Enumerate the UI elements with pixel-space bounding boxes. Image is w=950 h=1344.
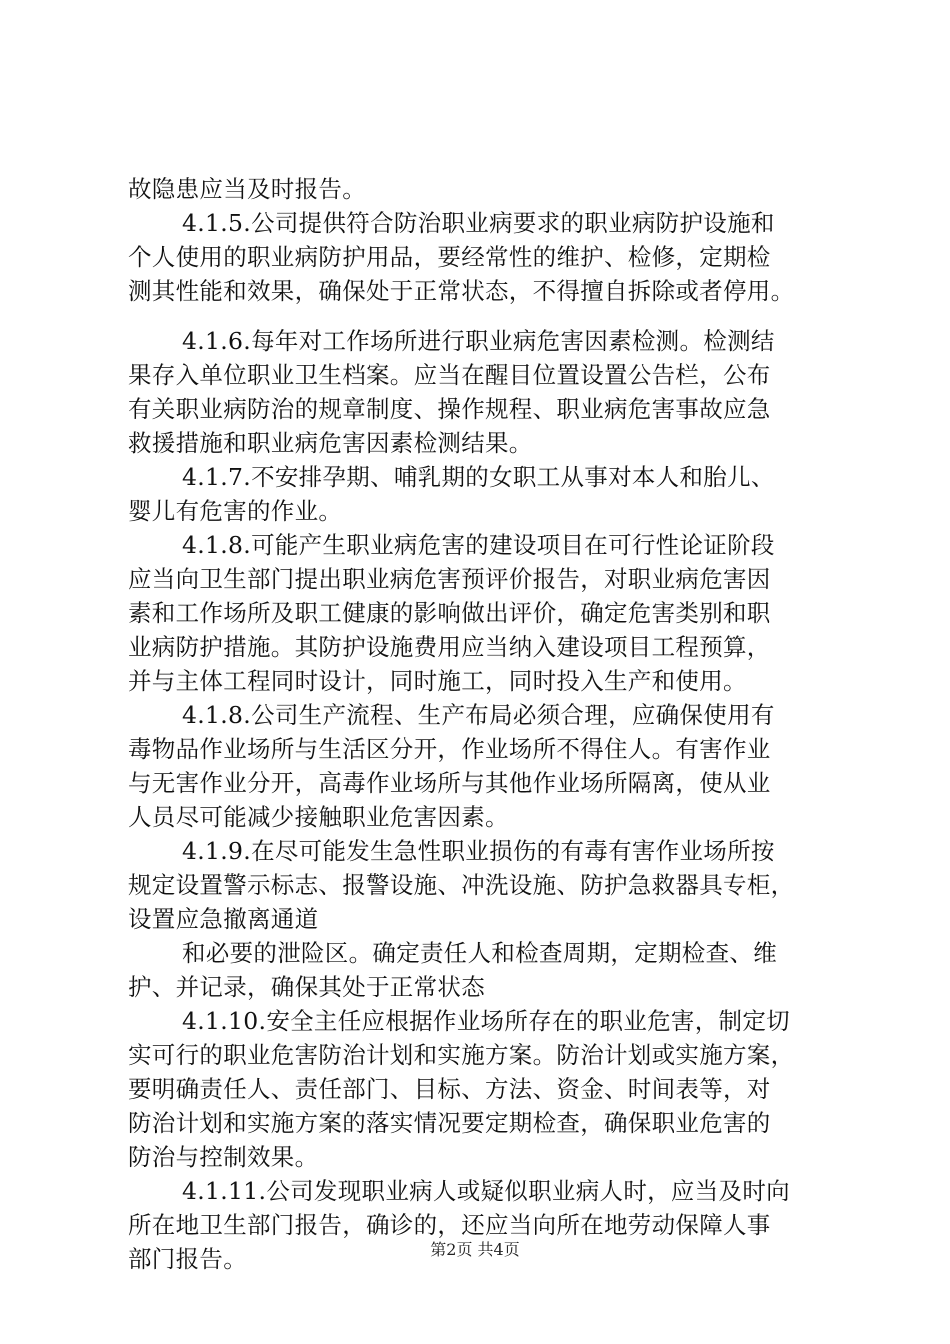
text-line: 测其性能和效果，确保处于正常状态，不得擅自拆除或者停用。: [128, 277, 795, 305]
text-line: 素和工作场所及职工健康的影响做出评价，确定危害类别和职: [128, 599, 771, 627]
text-line: 与无害作业分开，高毒作业场所与其他作业场所隔离，使从业: [128, 769, 771, 797]
text-line: 救援措施和职业病危害因素检测结果。: [128, 429, 533, 457]
text-line: 人员尽可能减少接触职业危害因素。: [128, 803, 509, 831]
text-line: 有关职业病防治的规章制度、操作规程、职业病危害事故应急: [128, 395, 771, 423]
text-line: 应当向卫生部门提出职业病危害预评价报告，对职业病危害因: [128, 565, 771, 593]
text-line: 护、并记录，确保其处于正常状态: [128, 973, 485, 1001]
text-line: 个人使用的职业病防护用品，要经常性的维护、检修，定期检: [128, 243, 771, 271]
text-line: 业病防护措施。其防护设施费用应当纳入建设项目工程预算，: [128, 633, 771, 661]
text-line: 4.1.9.在尽可能发生急性职业损伤的有毒有害作业场所按: [182, 837, 775, 865]
text-line: 4.1.7.不安排孕期、哺乳期的女职工从事对本人和胎儿、: [182, 463, 775, 491]
text-line: 和必要的泄险区。确定责任人和检查周期，定期检查、维: [182, 939, 777, 967]
text-line: 果存入单位职业卫生档案。应当在醒目位置设置公告栏，公布: [128, 361, 771, 389]
document-body: [128, 172, 848, 1276]
text-line: 防治与控制效果。: [128, 1143, 319, 1171]
text-line: 实可行的职业危害防治计划和实施方案。防治计划或实施方案，: [128, 1041, 795, 1069]
text-line: 所在地卫生部门报告，确诊的，还应当向所在地劳动保障人事: [128, 1211, 771, 1239]
text-line: 婴儿有危害的作业。: [128, 497, 343, 525]
text-line: 要明确责任人、责任部门、目标、方法、资金、时间表等，对: [128, 1075, 771, 1103]
text-line: 部门报告。: [128, 1245, 247, 1273]
text-line: 4.1.5.公司提供符合防治职业病要求的职业病防护设施和: [182, 209, 775, 237]
text-line: 规定设置警示标志、报警设施、冲洗设施、防护急救器具专柜，: [128, 871, 795, 899]
text-line: 防治计划和实施方案的落实情况要定期检查，确保职业危害的: [128, 1109, 771, 1137]
paragraph-gap: [128, 308, 848, 324]
text-line: 故隐患应当及时报告。: [128, 175, 366, 203]
text-line: 4.1.8.公司生产流程、生产布局必须合理，应确保使用有: [182, 701, 775, 729]
text-line: 4.1.11.公司发现职业病人或疑似职业病人时，应当及时向: [182, 1177, 790, 1205]
page-footer: 第2页 共4页: [430, 1240, 520, 1259]
text-line: 设置应急撤离通道: [128, 905, 319, 933]
text-line: 4.1.10.安全主任应根据作业场所存在的职业危害，制定切: [182, 1007, 790, 1035]
text-line: 毒物品作业场所与生活区分开，作业场所不得住人。有害作业: [128, 735, 771, 763]
text-line: 4.1.8.可能产生职业病危害的建设项目在可行性论证阶段: [182, 531, 775, 559]
text-line: 4.1.6.每年对工作场所进行职业病危害因素检测。检测结: [182, 327, 775, 355]
text-line: 并与主体工程同时设计，同时施工，同时投入生产和使用。: [128, 667, 747, 695]
